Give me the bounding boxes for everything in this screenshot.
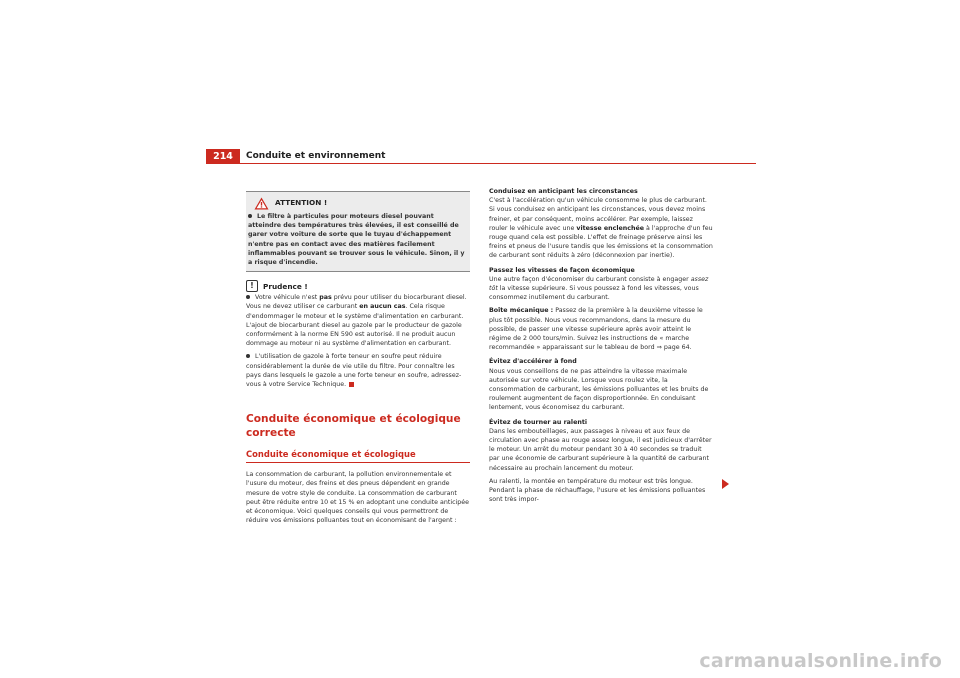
- page-number: 214: [206, 149, 240, 164]
- heading-idling: Évitez de tourner au ralenti: [489, 418, 588, 426]
- bullet-icon: [246, 295, 250, 299]
- intro-paragraph: La consommation de carburant, la pollution environnementale et l'usure du moteur, des freins et des pneus dépendent en grande mesure de votre style de conduite. La consommation de carburant peut être réduite entre 10 et 15 % en adoptant une conduite anticipée et économique. Voici quelques conseils qui vous permettront de réduire vos émissions polluantes tout en économisant de l'argent :: [246, 471, 470, 525]
- caution-title-row: [246, 279, 470, 293]
- paragraph-warmup: Au ralenti, la montée en température du moteur est très longue. Pendant la phase de réchauffage, l'usure et les émissions polluantes sont très impor-: [489, 477, 706, 504]
- paragraph-full-throttle: Nous vous conseillons de ne pas atteindre la vitesse maximale autorisée sur votre véhicule. Lorsque vous roulez vite, la consommation de carburant, les émissions polluantes et les bruits de roulement augmentent de façon disproportionnée. En conduisant lentement, vous économisez du carburant.: [489, 367, 709, 412]
- section-title: Conduite économique et écologique correcte: [246, 413, 461, 440]
- subsection-title: Conduite économique et écologique: [246, 448, 470, 463]
- heading-full-throttle: Évitez d'accélérer à fond: [489, 358, 577, 366]
- paragraph-gears: Une autre façon d'économiser du carburant consiste à engager assez tôt la vitesse supérieure. Si vous poussez à fond les vitesses, vous consommez inutilement du carburant.: [489, 275, 709, 302]
- warning-triangle-icon: [254, 197, 269, 210]
- warning-text: Le filtre à particules pour moteurs diesel pouvant atteindre des températures très élevées, il est conseillé de garer votre voiture de sorte que le tuyau d'échappement n'entre pas en contact avec des matières facilement inflammables pouvant se trouver sous le véhicule. Sinon, il y a risque d'incendie.: [248, 213, 465, 267]
- warning-box: [246, 191, 470, 272]
- watermark: carmanualsonline.info: [699, 650, 942, 672]
- caution-title: Prudence !: [263, 281, 308, 291]
- header-rule: [206, 163, 756, 164]
- paragraph-idling: Dans les embouteillages, aux passages à niveau et aux feux de circulation avec phase au rouge assez longue, il est judicieux d'arrêter le moteur. Un arrêt du moteur pendant 30 à 40 secondes se traduit par une économie de carburant supérieure à la quantité de carburant nécessaire au prochain lancement du moteur.: [489, 427, 712, 472]
- heading-gears: Passez les vitesses de façon économique: [489, 266, 635, 274]
- next-page-arrow-icon: [722, 479, 729, 489]
- heading-anticipate: Conduisez en anticipant les circonstances: [489, 188, 638, 195]
- exclamation-box-icon: !: [246, 280, 258, 292]
- left-column: [246, 191, 470, 529]
- warning-title: ATTENTION !: [275, 198, 328, 208]
- bullet-icon: [246, 354, 250, 358]
- paragraph-anticipate: C'est à l'accélération qu'un véhicule consomme le plus de carburant. Si vous conduisez en anticipant les circonstances, vous devez moins freiner, et par conséquent, moins accélérer. Par exemple, laissez rouler le véhicule avec une vitesse enclenchée à l'approche d'un feu rouge quand cela est possible. L'effet de freinage préserve ainsi les freins et pneus de l'usure tandis que les émissions et la consommation de carburant sont réduits à zéro (déconnexion par inertie).: [489, 197, 713, 260]
- warning-title-row: [254, 196, 468, 210]
- right-column: [489, 187, 713, 509]
- chapter-title: Conduite et environnement: [246, 151, 386, 161]
- caution-item-2: L'utilisation de gazole à forte teneur en soufre peut réduire considérablement la durée de vie utile du filtre. Pour connaître les pays dans lesquels le gazole a une forte teneur en soufre, adressez-vous à votre Service Technique.: [246, 353, 462, 389]
- paragraph-manual-gearbox: Boîte mécanique : Passez de la première à la deuxième vitesse le plus tôt possible. Nous vous recommandons, dans la mesure du possible, de passer une vitesse supérieure après avoir atteint le régime de 2 000 tours/min. Suivez les instructions de « marche recommandée » apparaissant sur le tableau de bord ⇒ page 64.: [489, 307, 703, 352]
- section-end-icon: [349, 382, 354, 387]
- bullet-icon: [248, 214, 252, 218]
- caution-item-1: Votre véhicule n'est pas prévu pour utiliser du biocarburant diesel. Vous ne devez utiliser ce carburant en aucun cas. Cela risque d'endommager le moteur et le système d'alimentation en carburant. L'ajout de biocarburant diesel au gazole par le producteur de gazole conformément à la norme EN 590 est autorisé. Il ne produit aucun dommage au moteur ni au système d'alimentation en carburant.: [246, 294, 467, 348]
